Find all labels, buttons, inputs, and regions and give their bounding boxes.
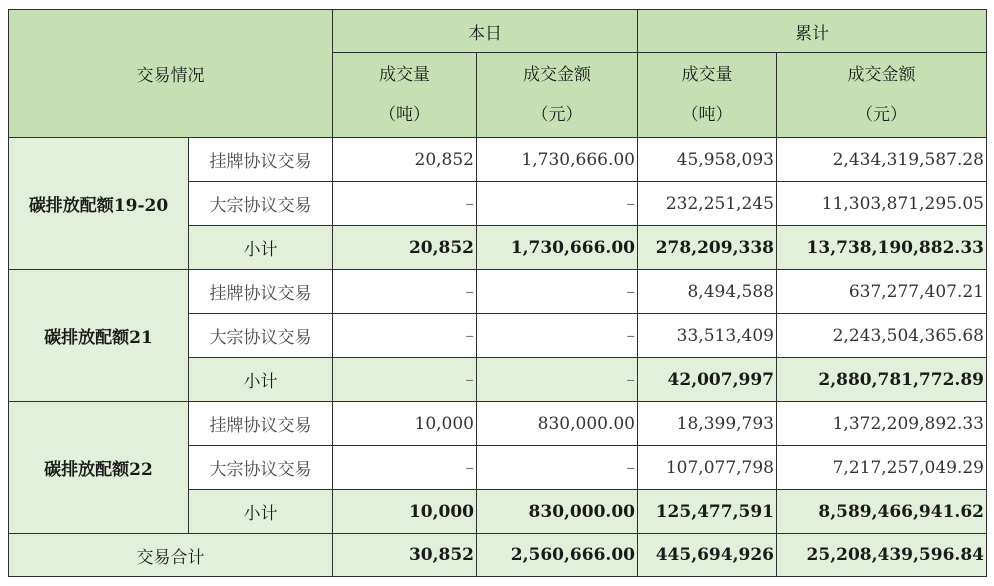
table-row [9, 270, 987, 314]
cum-amount-cell: 2,880,781,772.89 [777, 358, 987, 402]
amount-label: 成交金额 [847, 65, 916, 85]
subtotal-label: 小计 [189, 226, 333, 270]
today-amount-cell: – [477, 358, 638, 402]
today-amount-cell: – [477, 270, 638, 314]
today-amount-cell: 1,730,666.00 [477, 138, 638, 182]
cum-volume-cell: 18,399,793 [638, 402, 777, 446]
total-cum-volume: 445,694,926 [638, 534, 777, 577]
cum-volume-cell: 107,077,798 [638, 446, 777, 490]
amount-label: 成交金额 [523, 65, 591, 85]
today-volume-cell: 10,000 [333, 402, 477, 446]
corner-header: 交易情况 [9, 10, 333, 138]
today-volume-cell: – [333, 358, 477, 402]
cum-amount-cell: 637,277,407.21 [777, 270, 987, 314]
today-amount-cell: – [477, 446, 638, 490]
subtotal-label: 小计 [189, 490, 333, 534]
cum-volume-cell: 278,209,338 [638, 226, 777, 270]
total-today-amount: 2,560,666.00 [477, 534, 638, 577]
cumulative-header: 累计 [638, 10, 987, 53]
table-row [9, 138, 987, 182]
cum-volume-cell: 45,958,093 [638, 138, 777, 182]
cum-amount-cell: 7,217,257,049.29 [777, 446, 987, 490]
cum-volume-cell: 42,007,997 [638, 358, 777, 402]
today-volume-cell: – [333, 182, 477, 226]
today-header: 本日 [333, 10, 638, 53]
volume-label: 成交量 [379, 65, 430, 85]
today-amount-cell: 830,000.00 [477, 490, 638, 534]
group-name: 碳排放配额21 [9, 270, 189, 402]
today-amount-cell: 830,000.00 [477, 402, 638, 446]
today-volume-cell: – [333, 314, 477, 358]
today-volume-header [333, 53, 477, 138]
row-type: 大宗协议交易 [189, 446, 333, 490]
table-row [9, 402, 987, 446]
amount-unit: （元） [856, 105, 907, 125]
row-type: 挂牌协议交易 [189, 402, 333, 446]
today-amount-cell: – [477, 182, 638, 226]
row-type: 挂牌协议交易 [189, 270, 333, 314]
cum-amount-cell: 2,243,504,365.68 [777, 314, 987, 358]
total-label: 交易合计 [9, 534, 333, 577]
cum-volume-cell: 33,513,409 [638, 314, 777, 358]
cum-amount-cell: 8,589,466,941.62 [777, 490, 987, 534]
cum-volume-cell: 8,494,588 [638, 270, 777, 314]
amount-unit: （元） [531, 105, 583, 125]
trading-summary-table [8, 9, 987, 577]
cum-amount-cell: 2,434,319,587.28 [777, 138, 987, 182]
header-row-top [9, 10, 987, 53]
today-volume-cell: 20,852 [333, 138, 477, 182]
group-name: 碳排放配额19-20 [9, 138, 189, 270]
trading-summary-table-container [8, 9, 987, 577]
row-type: 大宗协议交易 [189, 314, 333, 358]
today-amount-header [477, 53, 638, 138]
total-cum-amount: 25,208,439,596.84 [777, 534, 987, 577]
cum-amount-cell: 11,303,871,295.05 [777, 182, 987, 226]
total-row [9, 534, 987, 577]
today-volume-cell: – [333, 446, 477, 490]
volume-label: 成交量 [681, 65, 733, 85]
cum-volume-cell: 125,477,591 [638, 490, 777, 534]
today-volume-cell: 10,000 [333, 490, 477, 534]
row-type: 大宗协议交易 [189, 182, 333, 226]
volume-unit: （吨） [379, 105, 430, 125]
cum-volume-header [638, 53, 777, 138]
today-amount-cell: 1,730,666.00 [477, 226, 638, 270]
cum-amount-cell: 13,738,190,882.33 [777, 226, 987, 270]
cum-amount-header [777, 53, 987, 138]
cum-amount-cell: 1,372,209,892.33 [777, 402, 987, 446]
row-type: 挂牌协议交易 [189, 138, 333, 182]
cum-volume-cell: 232,251,245 [638, 182, 777, 226]
group-name: 碳排放配额22 [9, 402, 189, 534]
volume-unit: （吨） [681, 105, 733, 125]
today-volume-cell: 20,852 [333, 226, 477, 270]
today-amount-cell: – [477, 314, 638, 358]
total-today-volume: 30,852 [333, 534, 477, 577]
today-volume-cell: – [333, 270, 477, 314]
subtotal-label: 小计 [189, 358, 333, 402]
